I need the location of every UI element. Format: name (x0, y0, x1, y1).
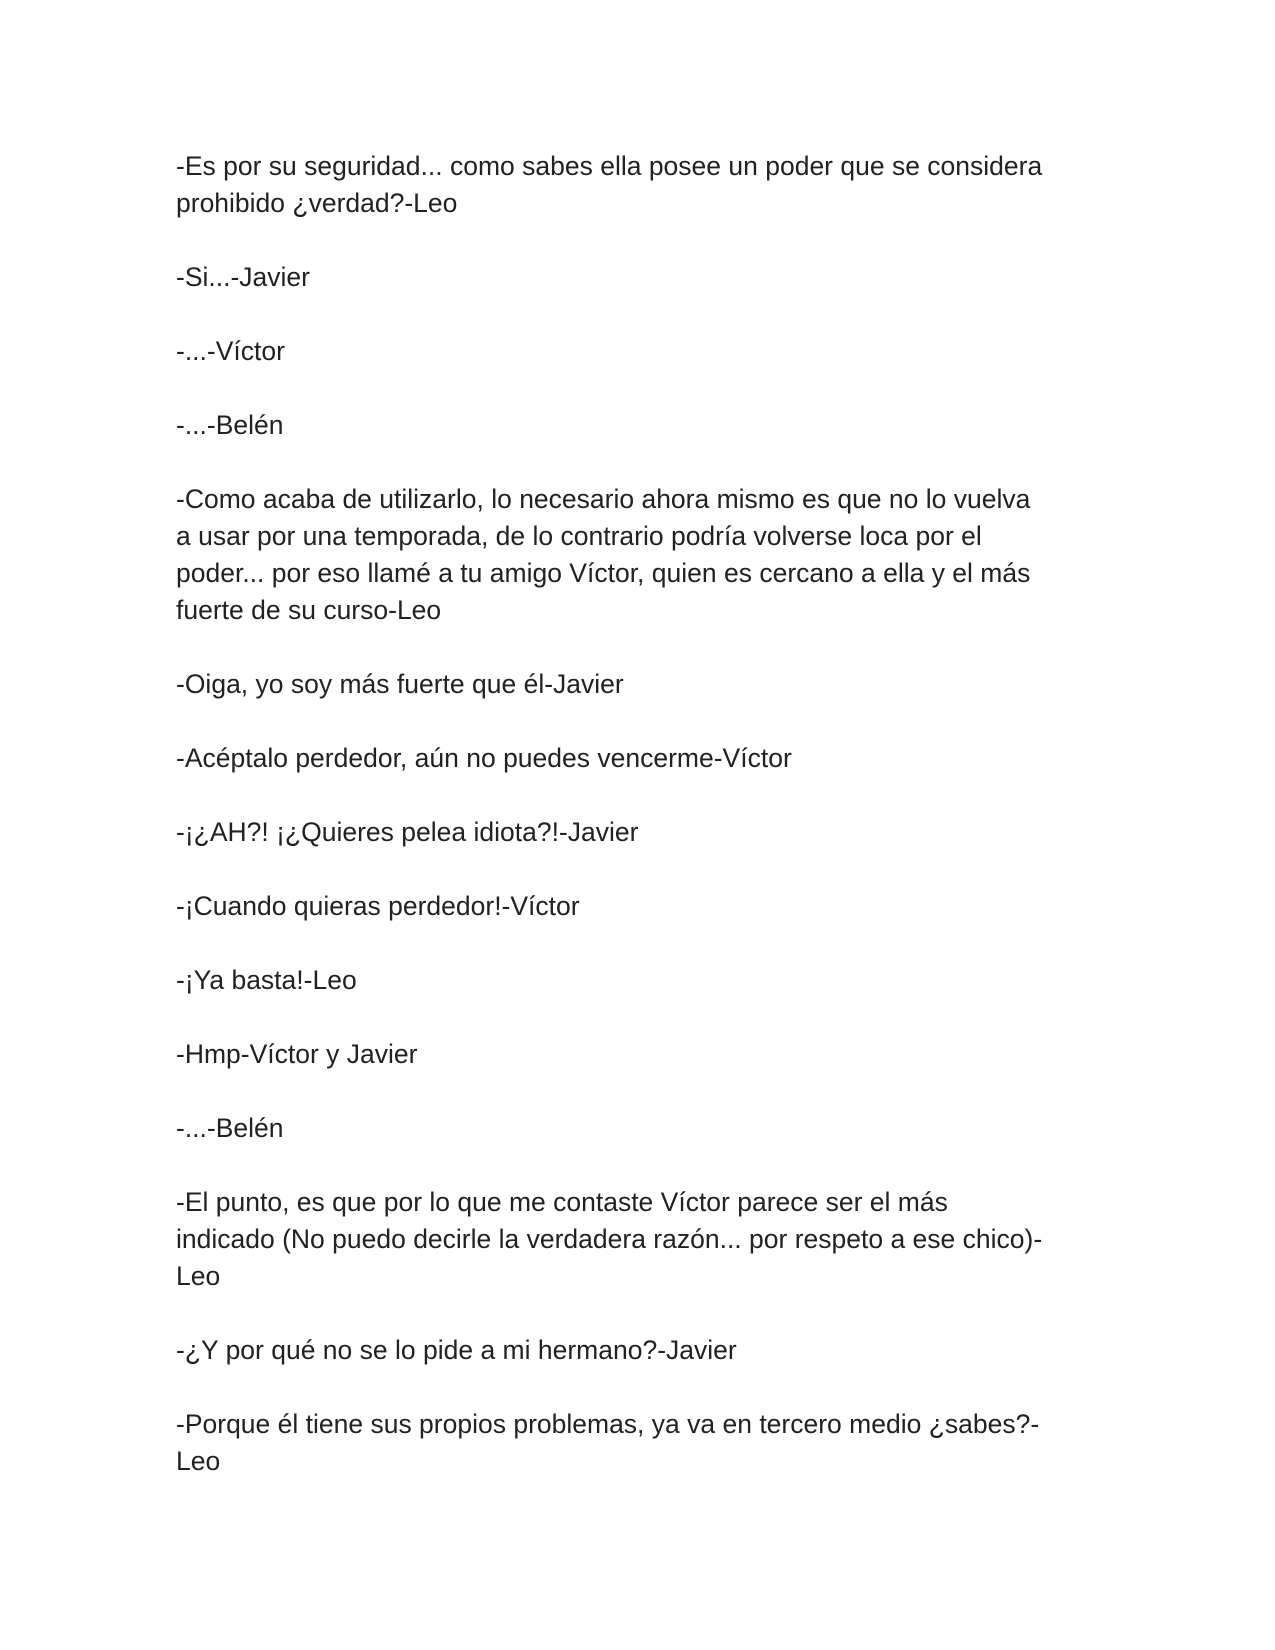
document-body (176, 148, 1106, 1517)
paragraph (176, 1406, 1106, 1480)
paragraph (176, 888, 1106, 925)
paragraph (176, 1332, 1106, 1369)
paragraph (176, 814, 1106, 851)
paragraph (176, 481, 1106, 629)
text-line: poder... por eso llamé a tu amigo Víctor, quien es cercano a ella y el más (176, 558, 1031, 588)
text-line: prohibido ¿verdad?-Leo (176, 188, 458, 218)
text-line: -Hmp-Víctor y Javier (176, 1039, 418, 1069)
paragraph (176, 259, 1106, 296)
text-line: -Si...-Javier (176, 262, 310, 292)
text-line: -¡¿AH?! ¡¿Quieres pelea idiota?!-Javier (176, 817, 639, 847)
paragraph (176, 1110, 1106, 1147)
text-line: indicado (No puedo decirle la verdadera razón... por respeto a ese chico)- (176, 1224, 1043, 1254)
text-line: -Acéptalo perdedor, aún no puedes vencerme-Víctor (176, 743, 792, 773)
paragraph (176, 333, 1106, 370)
text-line: Leo (176, 1261, 221, 1291)
text-line: fuerte de su curso-Leo (176, 595, 442, 625)
text-line: -Oiga, yo soy más fuerte que él-Javier (176, 669, 624, 699)
text-line: -...-Belén (176, 1113, 284, 1143)
paragraph (176, 666, 1106, 703)
text-line: -Porque él tiene sus propios problemas, ya va en tercero medio ¿sabes?- (176, 1409, 1040, 1439)
text-line: -¿Y por qué no se lo pide a mi hermano?-Javier (176, 1335, 737, 1365)
paragraph (176, 1184, 1106, 1295)
paragraph (176, 1036, 1106, 1073)
paragraph (176, 962, 1106, 999)
text-line: a usar por una temporada, de lo contrario podría volverse loca por el (176, 521, 982, 551)
text-line: -...-Víctor (176, 336, 285, 366)
paragraph (176, 407, 1106, 444)
text-line: -Como acaba de utilizarlo, lo necesario ahora mismo es que no lo vuelva (176, 484, 1031, 514)
text-line: -El punto, es que por lo que me contaste Víctor parece ser el más (176, 1187, 948, 1217)
text-line: -Es por su seguridad... como sabes ella posee un poder que se considera (176, 151, 1043, 181)
text-line: Leo (176, 1446, 221, 1476)
paragraph (176, 740, 1106, 777)
text-line: -¡Ya basta!-Leo (176, 965, 357, 995)
text-line: -¡Cuando quieras perdedor!-Víctor (176, 891, 580, 921)
text-line: -...-Belén (176, 410, 284, 440)
paragraph (176, 148, 1106, 222)
